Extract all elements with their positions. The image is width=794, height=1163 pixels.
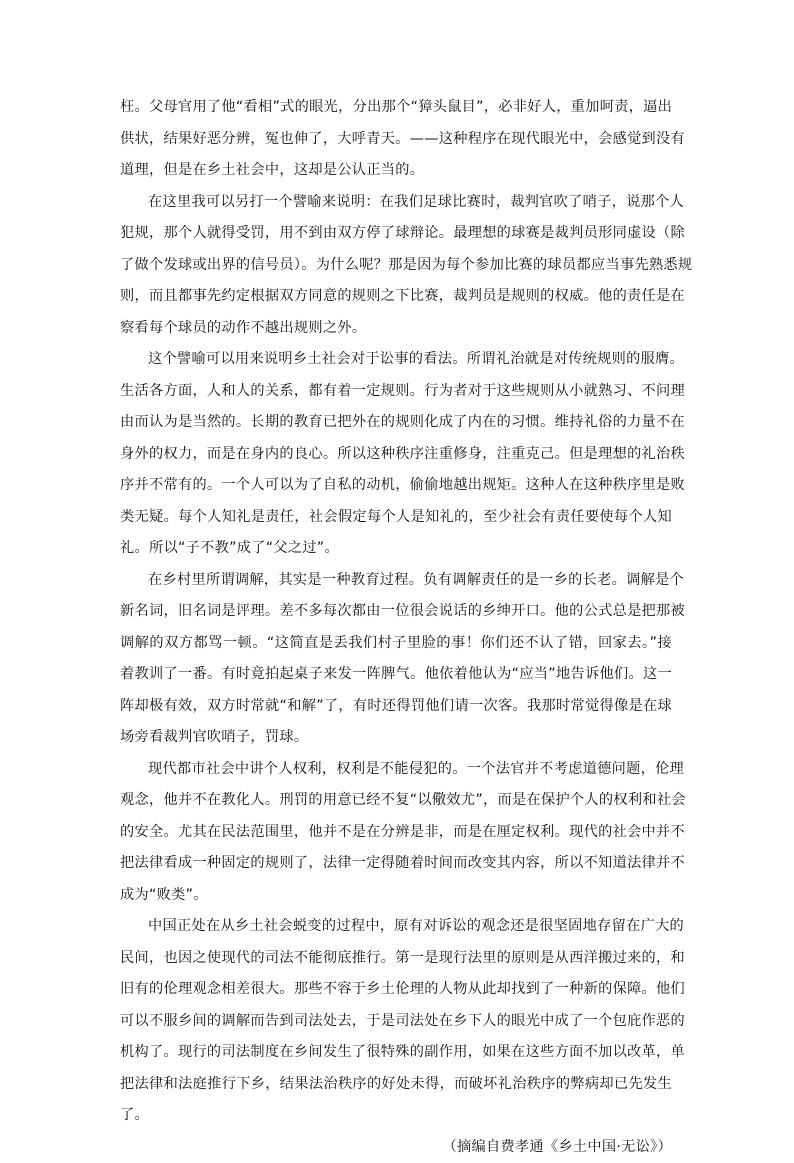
text-line: 了。	[120, 1100, 672, 1132]
text-line: 新名词，旧名词是评理。差不多每次都由一位很会说话的乡绅开口。他的公式总是把那被	[120, 596, 672, 628]
text-line: 把法律看成一种固定的规则了，法律一定得随着时间而改变其内容，所以不知道法律并不	[120, 848, 672, 880]
text-line: 这个譬喻可以用来说明乡土社会对于讼事的看法。所谓礼治就是对传统规则的服膺。	[120, 344, 672, 376]
text-line: 现代都市社会中讲个人权利，权利是不能侵犯的。一个法官并不考虑道德问题，伦理	[120, 754, 672, 786]
text-line: 把法律和法庭推行下乡，结果法治秩序的好处未得，而破坏礼治秩序的弊病却已先发生	[120, 1069, 672, 1101]
text-line: 在乡村里所谓调解，其实是一种教育过程。负有调解责任的是一乡的长老。调解是个	[120, 565, 672, 597]
paragraph	[120, 92, 672, 187]
text-line: 生活各方面，人和人的关系，都有着一定规则。行为者对于这些规则从小就熟习、不问理	[120, 376, 672, 408]
source-citation: （摘编自费孝通《乡土中国·无讼》）	[120, 1132, 672, 1163]
text-line: 察看每个球员的动作不越出规则之外。	[120, 313, 672, 345]
text-line: 的安全。尤其在民法范围里，他并不是在分辨是非，而是在厘定权利。现代的社会中并不	[120, 817, 672, 849]
text-line: 中国正处在从乡土社会蜕变的过程中，原有对诉讼的观念还是很坚固地存留在广大的	[120, 911, 672, 943]
text-line: 道理，但是在乡土社会中，这却是公认正当的。	[120, 155, 672, 187]
text-line: 则，而且都事先约定根据双方同意的规则之下比赛，裁判员是规则的权威。他的责任是在	[120, 281, 672, 313]
text-line: 礼。所以“子不教”成了“父之过”。	[120, 533, 672, 565]
paragraph	[120, 344, 672, 565]
text-line: 调解的双方都骂一顿。“这简直是丢我们村子里脸的事！你们还不认了错，回家去。”接	[120, 628, 672, 660]
text-line: 民间，也因之使现代的司法不能彻底推行。第一是现行法里的原则是从西洋搬过来的，和	[120, 943, 672, 975]
text-line: 观念，他并不在教化人。刑罚的用意已经不复“以儆效尤”，而是在保护个人的权利和社会	[120, 785, 672, 817]
text-line: 阵却极有效，双方时常就“和解”了，有时还得罚他们请一次客。我那时常觉得像是在球	[120, 691, 672, 723]
paragraph	[120, 565, 672, 754]
text-line: 机构了。现行的司法制度在乡间发生了很特殊的副作用，如果在这些方面不加以改革，单	[120, 1037, 672, 1069]
paragraph	[120, 754, 672, 912]
text-line: 类无疑。每个人知礼是责任，社会假定每个人是知礼的，至少社会有责任要使每个人知	[120, 502, 672, 534]
text-line: 了做个发球或出界的信号员）。为什么呢？那是因为每个参加比赛的球员都应当事先熟悉规	[120, 250, 672, 282]
text-line: 身外的权力，而是在身内的良心。所以这种秩序注重修身，注重克己。但是理想的礼治秩	[120, 439, 672, 471]
paragraph	[120, 187, 672, 345]
document-body	[120, 92, 672, 1163]
text-line: 供状，结果好恶分辨，冤也伸了，大呼青天。——这种程序在现代眼光中，会感觉到没有	[120, 124, 672, 156]
text-line: 可以不服乡间的调解而告到司法处去，于是司法处在乡下人的眼光中成了一个包庇作恶的	[120, 1006, 672, 1038]
text-line: 场旁看裁判官吹哨子，罚球。	[120, 722, 672, 754]
text-line: 枉。父母官用了他“看相”式的眼光，分出那个“獐头鼠目”，必非好人，重加呵责，逼出	[120, 92, 672, 124]
text-line: 旧有的伦理观念相差很大。那些不容于乡土伦理的人物从此却找到了一种新的保障。他们	[120, 974, 672, 1006]
text-line: 着教训了一番。有时竟拍起桌子来发一阵脾气。他依着他认为“应当”地告诉他们。这一	[120, 659, 672, 691]
text-line: 成为“败类”。	[120, 880, 672, 912]
text-line: 由而认为是当然的。长期的教育已把外在的规则化成了内在的习惯。维持礼俗的力量不在	[120, 407, 672, 439]
text-line: 犯规，那个人就得受罚，用不到由双方停了球辩论。最理想的球赛是裁判员形同虚设（除	[120, 218, 672, 250]
paragraph	[120, 911, 672, 1132]
text-line: 在这里我可以另打一个譬喻来说明：在我们足球比赛时，裁判官吹了哨子，说那个人	[120, 187, 672, 219]
text-line: 序并不常有的。一个人可以为了自私的动机，偷偷地越出规矩。这种人在这种秩序里是败	[120, 470, 672, 502]
